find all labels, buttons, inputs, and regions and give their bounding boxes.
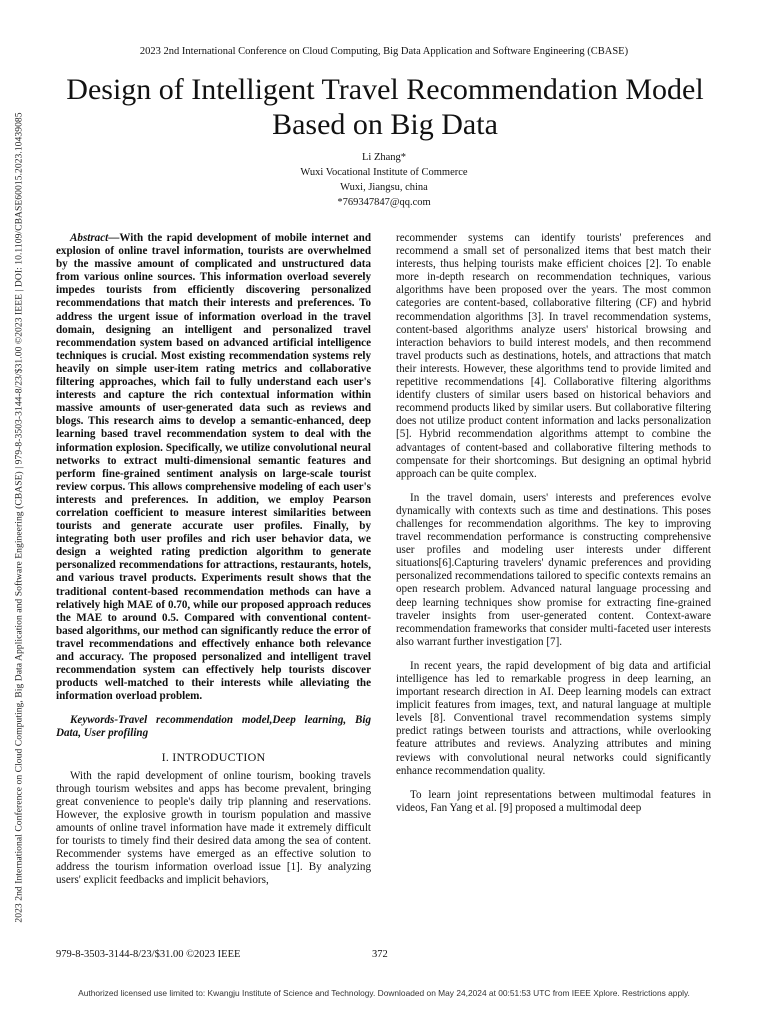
abstract-text: —With the rapid development of mobile internet and explosion of online travel information, tourists are overwhelmed by the massive amount of complicated and unstructured data from various online sources. This information overload severely impedes tourists from efficiently discovering personalized recommendations that match their interests and preferences. To address the urgent issue of information overload in the travel domain, designing an intelligent and personalized travel recommendation system based on advanced artificial intelligence techniques is crucial. Most existing recommendation systems rely heavily on simple user-item rating metrics and collaborative filtering approaches, which fail to fully understand each user's interests and capture the rich contextual information within massive amounts of user-generated data such as reviews and blogs. This research aims to develop a semantic-enhanced, deep learning based travel recommendation system to deal with the information explosion. Specifically, we utilize convolutional neural networks to extract multi-dimensional semantic features and perform fine-grained sentiment analysis on large-scale tourist review corpus. This allows comprehensive modeling of each user's interests and preferences. In addition, we employ Pearson correlation coefficient to measure interest similarities between tourists and generate accurate user profiles. Finally, by integrating both user profiles and rich user behavior data, we design a weighted rating prediction algorithm to generate personalized recommendations for attractions, restaurants, hotels, and various travel products. Experiments result shows that the traditional content-based recommendation methods can have a relatively high MAE of 0.70, while our proposed approach reduces the MAE to around 0.5. Compared with conventional content-based algorithms, our method can significantly reduce the error of travel recommendations and effectively enhance both relevance and accuracy. The proposed personalized and intelligent travel recommendation system can effectively help tourists discover products well-matched to their interests while alleviating the information overload problem. <box>56 232 371 703</box>
author-location: Wuxi, Jiangsu, china <box>340 182 428 193</box>
intro-paragraph-4: In recent years, the rapid development of big data and artificial intelligence has led to remarkable progress in deep learning, an important research direction in AI. Deep learning models can extract implicit features from images, text, and natural language at multiple levels [8]. Conventional travel recommendation systems simply predict ratings between tourists and attractions, while overlooking feature attributes and reviews. Analyzing attributes and mining reviews with convolutional neural networks could significantly enhance recommendation quality. <box>396 659 711 777</box>
side-doi-strip <box>12 82 26 952</box>
author-affiliation: Wuxi Vocational Institute of Commerce <box>300 167 468 178</box>
abstract-paragraph <box>56 232 371 703</box>
section-heading-introduction: I. INTRODUCTION <box>161 749 266 764</box>
license-notice: Authorized licensed use limited to: Kwangju Institute of Science and Technology. Downloaded on May 24,2024 at 00:51:53 UTC from IEEE Xplore. Restrictions apply. <box>78 988 690 998</box>
page-number: 372 <box>372 949 388 960</box>
intro-paragraph-5: To learn joint representations between multimodal features in videos, Fan Yang et al. [9] proposed a multimodal deep <box>396 788 711 814</box>
author-name: Li Zhang* <box>361 152 407 163</box>
right-column <box>396 232 711 815</box>
keywords: Keywords-Travel recommendation model,Deep learning, Big Data, User profiling <box>56 714 371 740</box>
title-line-1: Design of Intelligent Travel Recommendation Model <box>66 73 704 106</box>
left-column <box>56 232 371 888</box>
abstract-lead: Abstract <box>70 232 109 244</box>
paper-title <box>40 72 730 142</box>
author-block <box>0 150 768 210</box>
author-email: *769347847@qq.com <box>337 197 431 208</box>
side-doi-text: 2023 2nd International Conference on Cloud Computing, Big Data Application and Software Engineering (CBASE) | 979-8-3503-3144-8/23/$31.00 ©2023 IEEE | DOI: 10.1109/CBASE60015.2023.10439085 <box>13 111 25 923</box>
conference-header: 2023 2nd International Conference on Cloud Computing, Big Data Application and Software Engineering (CBASE) <box>139 46 629 57</box>
footer-isbn: 979-8-3503-3144-8/23/$31.00 ©2023 IEEE <box>56 949 241 960</box>
intro-paragraph-3: In the travel domain, users' interests and preferences evolve dynamically with contexts such as time and destinations. This poses challenges for recommendation algorithms. The key to improving travel recommendation performance is constructing comprehensive user profiles and modeling user interests under different situations[6].Capturing travelers' dynamic preferences and providing personalized recommendations tailored to specific contexts remains an open research problem. Advanced natural language processing and deep learning techniques show promise for extracting fine-grained traveler insights from user-generated content. Context-aware recommendation frameworks that consider multi-faceted user interests also warrant further investigation [7]. <box>396 491 711 648</box>
intro-paragraph-1: With the rapid development of online tourism, booking travels through tourism websites and apps has become prevalent, bringing great convenience to people's daily trip planning and reservations. However, the explosive growth in tourism population and massive amounts of online travel information have made it extremely difficult for tourists to timely find their desired data among the sea of content. Recommender systems have emerged as an effective solution to address the tourism information overload issue [1]. By analyzing users' explicit feedbacks and implicit behaviors, <box>56 769 371 887</box>
title-line-2: Based on Big Data <box>272 108 498 141</box>
intro-paragraph-2: recommender systems can identify tourists' preferences and recommend a small set of personalized items that best match their interests, thus helping tourists make efficient choices [2]. To enable more in-depth research on recommendation techniques, various algorithms have been proposed over the years. The most common categories are content-based, collaborative filtering (CF) and hybrid recommendation algorithms [3]. In travel recommendation systems, content-based algorithms analyze users' historical browsing and interaction behaviors to build interest models, and then recommend travel products such as destinations, hotels, and attractions that match their interests. However, these algorithms tend to provide limited and repetitive recommendations [4]. Collaborative filtering algorithms identify clusters of similar users based on historical behaviors and recommend products liked by similar users. But collaborative filtering does not utilize product content information and lacks personalization [5]. Hybrid recommendation algorithms attempt to combine the advantages of content-based and collaborative filtering methods to compensate for their shortcomings. But designing an optimal hybrid approach can be quite complex. <box>396 232 711 480</box>
